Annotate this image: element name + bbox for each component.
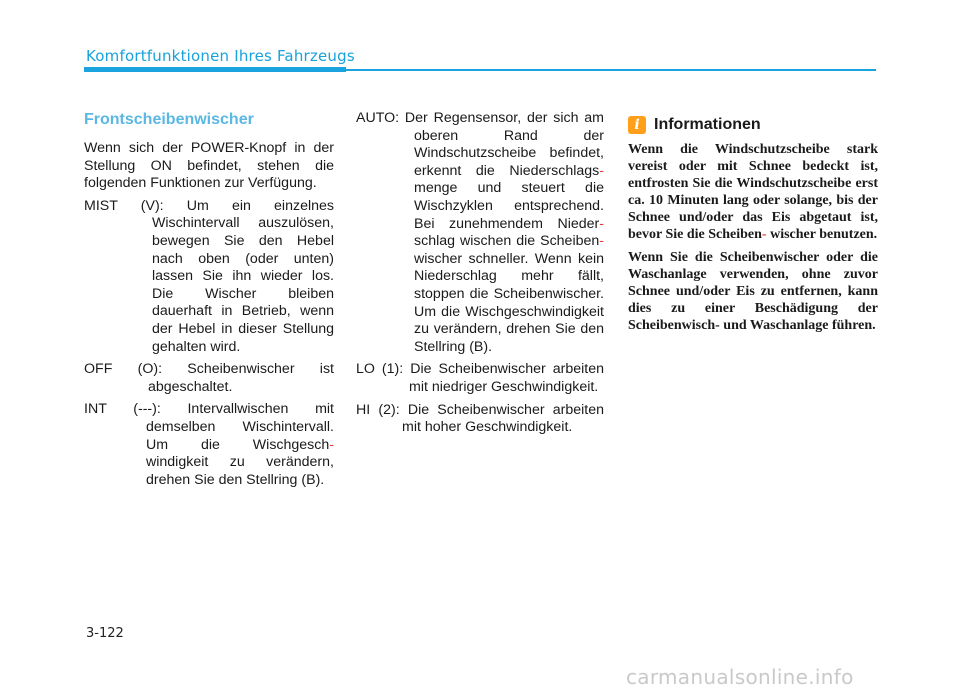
item-mist-desc: Um ein einzelnes Wischintervall auszulösen, bewegen Sie den Hebel nach oben (oder unten) lassen Sie ihn wieder los. Die Wischer bleiben dauerhaft in Betrieb, wenn der Hebel in dieser Stellung gehalten wird.: [152, 197, 334, 355]
info-body: [628, 141, 878, 334]
hyphen-mark: -: [599, 233, 604, 250]
header-rule: [346, 69, 876, 71]
item-lo: [356, 361, 604, 396]
header-accent-bar: [84, 67, 346, 72]
item-int-text: [84, 401, 334, 489]
item-off: [84, 361, 334, 396]
chapter-title: Komfortfunktionen Ihres Fahrzeugs: [86, 47, 355, 65]
item-auto-label: AUTO:: [356, 110, 400, 126]
info-p1-a: Wenn die Windschutzscheibe stark vereist oder mit Schnee bedeckt ist, entfrosten Sie die Windschutzscheibe erst ca. 10 Minuten lang oder solange, bis der Schnee und/oder das Eis abgetaut ist, bevor Sie die Scheiben: [628, 142, 878, 242]
item-off-desc: Scheibenwischer ist abgeschaltet.: [148, 361, 334, 395]
hyphen-mark: -: [599, 162, 604, 179]
intro-paragraph: Wenn sich der POWER-Knopf in der Stellung ON befindet, stehen die folgenden Funktionen zur Verfügung.: [84, 140, 334, 192]
item-auto: [356, 110, 604, 356]
info-paragraph-1: [628, 141, 878, 243]
item-int-desc-a: Intervallwischen mit demselben Wischintervall. Um die Wischgesch: [146, 401, 334, 453]
item-hi-text: [356, 402, 604, 437]
item-auto-desc-c: schlag wischen die Scheiben: [414, 233, 600, 250]
info-paragraph-2: Wenn Sie die Scheibenwischer oder die Waschanlage verwenden, ohne zuvor Schnee und/oder Eis zu entfernen, kann dies zu einer Beschädigung der Scheibenwisch- und Waschanlage führen.: [628, 250, 878, 333]
item-off-text: [84, 361, 334, 396]
column-left: [84, 110, 334, 494]
hyphen-mark: -: [599, 215, 604, 232]
item-hi-desc: Die Scheibenwischer arbeiten mit hoher Geschwindigkeit.: [402, 401, 604, 436]
info-box: [628, 116, 878, 340]
item-int: [84, 401, 334, 489]
item-off-label: OFF (O):: [84, 361, 163, 378]
page-number: 3-122: [86, 626, 124, 641]
item-mist: [84, 198, 334, 356]
info-p1-b: wischer benutzen.: [770, 227, 878, 242]
column-middle: [356, 110, 604, 442]
item-hi: [356, 402, 604, 437]
hyphen-mark: -: [761, 227, 767, 242]
hyphen-mark: -: [329, 436, 334, 453]
info-title: Informationen: [654, 116, 761, 134]
item-auto-text: [356, 110, 604, 356]
item-int-desc-b: windigkeit zu verändern, drehen Sie den Stellring (B).: [146, 454, 334, 488]
item-lo-text: [356, 361, 604, 396]
watermark: carmanualsonline.info: [626, 665, 854, 689]
section-title: Frontscheibenwischer: [84, 111, 254, 128]
item-lo-desc: Die Scheibenwischer arbeiten mit niedriger Geschwindigkeit.: [409, 361, 604, 395]
item-lo-label: LO (1):: [356, 361, 404, 378]
item-auto-desc-d: wischer schneller. Wenn kein Niederschlag mehr fällt, stoppen die Scheibenwischer. Um die Wischgeschwindigkeit zu verändern, drehen Sie den Stellring (B).: [414, 250, 604, 355]
item-mist-text: [84, 198, 334, 356]
item-hi-label: HI (2):: [356, 401, 400, 418]
info-header: [628, 116, 878, 134]
info-icon: i: [628, 116, 646, 134]
item-auto-desc-b: menge und steuert die Wischzyklen entsprechend. Bei zunehmendem Nieder: [414, 180, 604, 232]
item-auto-desc-a: Der Regensensor, der sich am oberen Rand der Windschutzscheibe befindet, erkennt die Niederschlags: [404, 110, 604, 179]
item-mist-label: MIST (V):: [84, 197, 164, 214]
item-int-label: INT (---):: [84, 401, 161, 418]
